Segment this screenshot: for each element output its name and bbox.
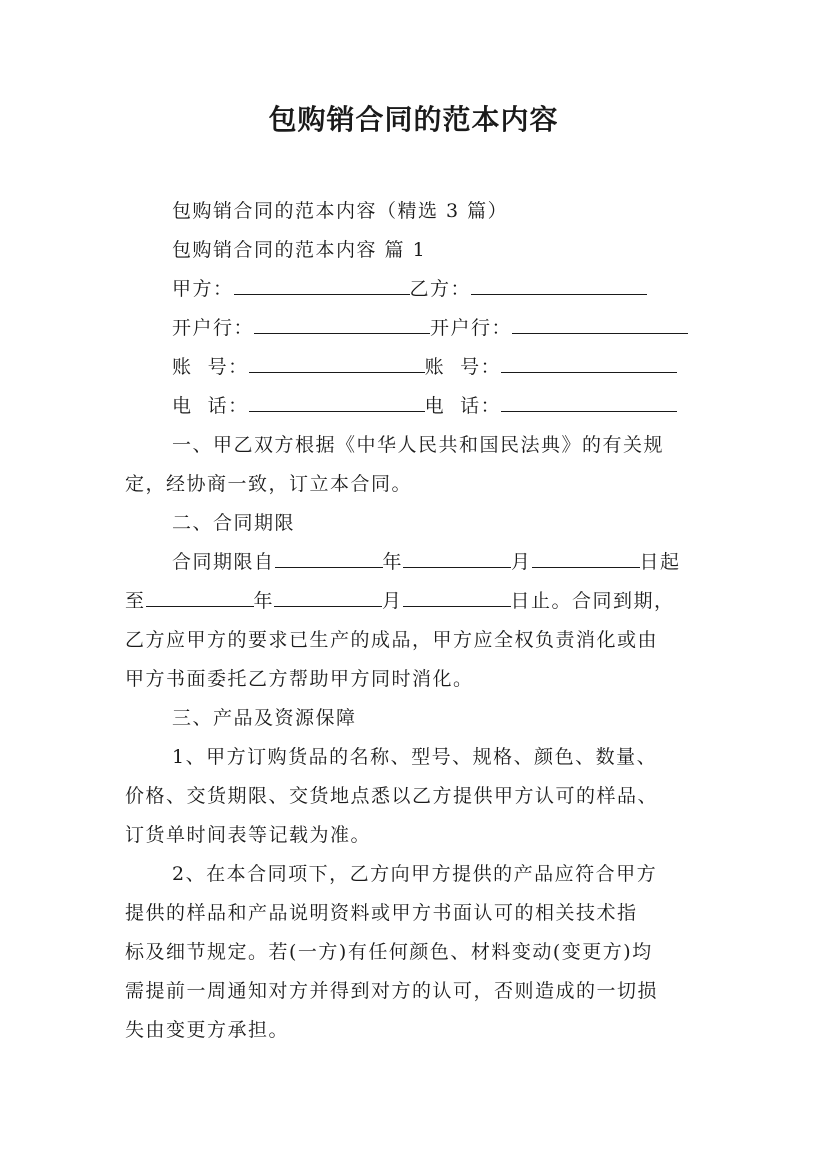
year-label: 年 (382, 551, 404, 573)
to-label: 至 (125, 590, 146, 612)
phone-row (172, 394, 762, 418)
day-from-label: 日起 (639, 551, 681, 573)
start-year-blank (275, 551, 383, 568)
bank-b-blank (512, 317, 688, 334)
item1-line2: 价格、交货期限、交货地点悉以乙方提供甲方认可的样品、 (125, 785, 659, 807)
item1-line1: 1、甲方订购货品的名称、型号、规格、颜色、数量、 (172, 746, 658, 768)
document-title: 包购销合同的范本内容 (268, 103, 559, 136)
phone-b-blank (501, 395, 677, 412)
section1-line2: 定，经协商一致，订立本合同。 (125, 473, 413, 495)
end-month-blank (274, 590, 382, 607)
item1-line3: 订货单时间表等记载为准。 (125, 824, 372, 846)
account-a-blank (249, 356, 425, 373)
item2-line1: 2、在本合同项下，乙方向甲方提供的产品应符合甲方 (172, 863, 658, 885)
account-b-label: 账 号： (424, 356, 502, 378)
month-label: 月 (511, 551, 532, 573)
article-title: 包购销合同的范本内容 篇 1 (172, 239, 427, 261)
start-day-blank (532, 551, 640, 568)
account-row (172, 355, 762, 379)
section2-line3: 乙方应甲方的要求已生产的成品，甲方应全权负责消化或由 (125, 629, 659, 651)
phone-a-blank (249, 395, 425, 412)
section2-heading: 二、合同期限 (172, 512, 296, 534)
item2-line5: 失由变更方承担。 (125, 1019, 290, 1041)
bank-a-blank (254, 317, 430, 334)
section1-line1: 一、甲乙双方根据《中华人民共和国民法典》的有关规 (172, 434, 665, 456)
phone-b-label: 电 话： (424, 395, 502, 417)
end-day-blank (403, 590, 511, 607)
account-b-blank (501, 356, 677, 373)
party-b-label: 乙方： (409, 278, 472, 300)
bank-row (172, 316, 762, 340)
bank-b-label: 开户行： (430, 317, 513, 339)
month-label-2: 月 (382, 590, 403, 612)
party-a-label: 甲方： (172, 278, 234, 300)
section3-heading: 三、产品及资源保障 (172, 707, 357, 729)
day-to-rest: 日止。合同到期， (510, 590, 675, 612)
item2-line2: 提供的样品和产品说明资料或甲方书面认可的相关技术指 (125, 902, 638, 924)
party-a-blank (234, 278, 410, 295)
year-label-2: 年 (253, 590, 275, 612)
term-prefix: 合同期限自 (172, 551, 275, 573)
end-year-blank (146, 590, 254, 607)
account-a-label: 账 号： (172, 356, 249, 378)
subtitle: 包购销合同的范本内容（精选 3 篇） (172, 200, 509, 222)
phone-a-label: 电 话： (172, 395, 249, 417)
party-row (172, 277, 762, 301)
item2-line3: 标及细节规定。若(一方)有任何颜色、材料变动(变更方)均 (125, 941, 653, 963)
start-month-blank (403, 551, 511, 568)
item2-line4: 需提前一周通知对方并得到对方的认可，否则造成的一切损 (125, 980, 659, 1002)
term-line2 (125, 589, 715, 613)
bank-a-label: 开户行： (172, 317, 255, 339)
term-line1 (172, 550, 762, 574)
section2-line4: 甲方书面委托乙方帮助甲方同时消化。 (125, 668, 474, 690)
party-b-blank (471, 278, 647, 295)
